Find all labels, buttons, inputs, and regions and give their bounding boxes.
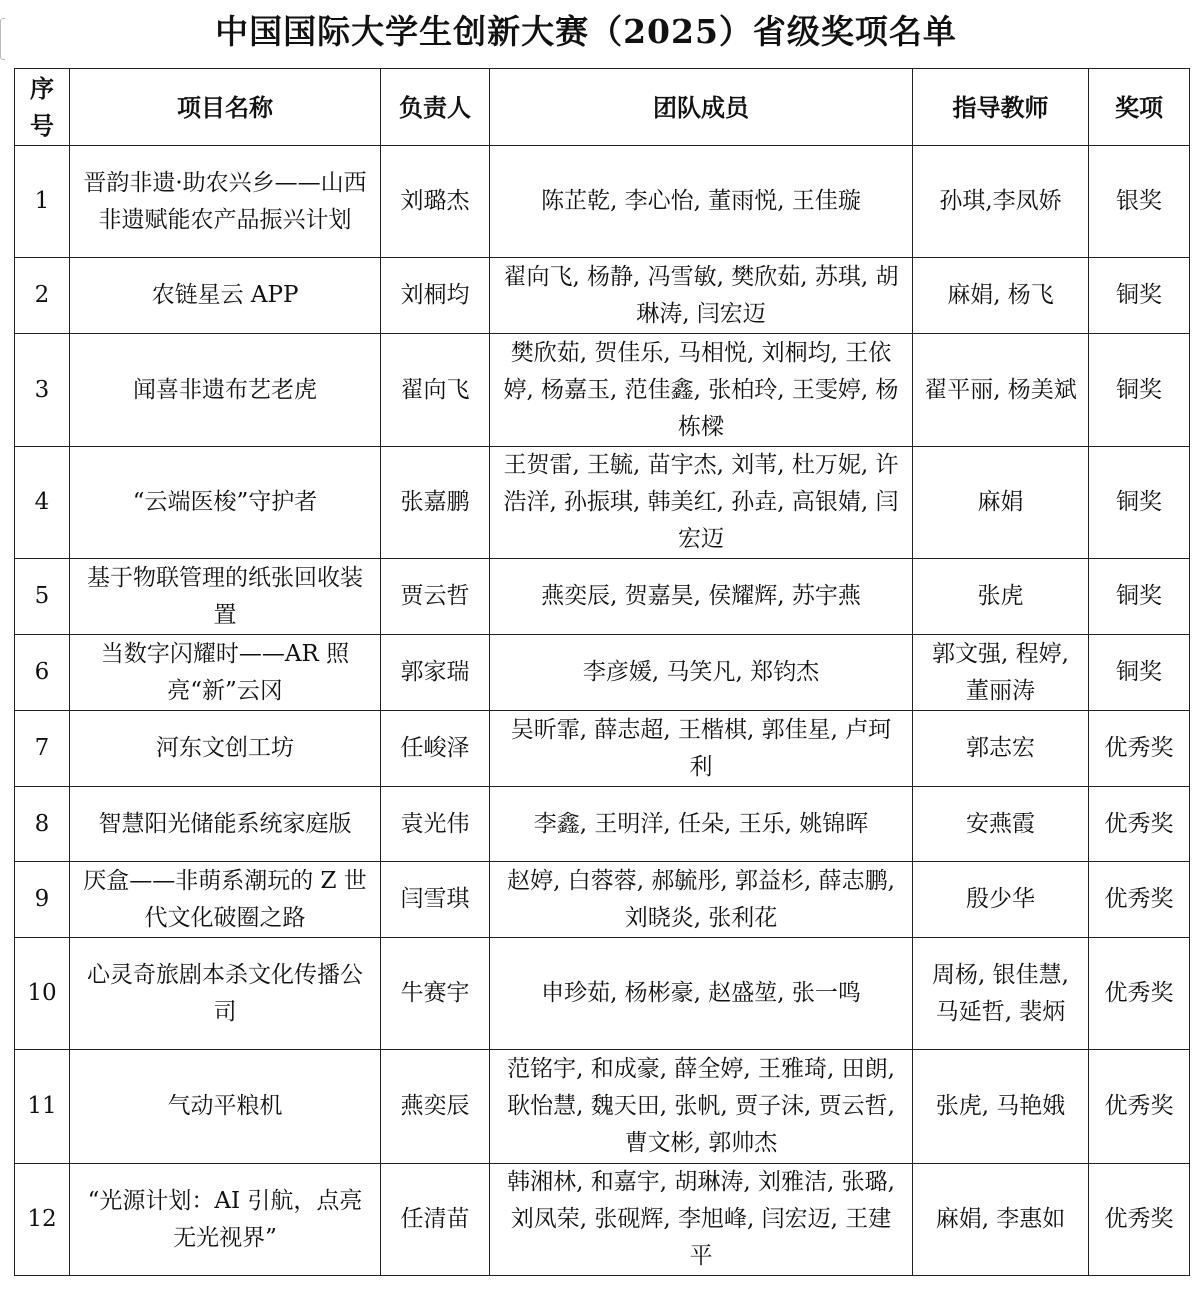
cell-leader: 贾云哲 (381, 559, 490, 635)
cell-award: 优秀奖 (1089, 1050, 1190, 1164)
cell-index: 1 (15, 146, 70, 258)
cell-members: 申珍茹, 杨彬豪, 赵盛堃, 张一鸣 (490, 938, 913, 1050)
cell-award: 优秀奖 (1089, 862, 1190, 938)
header-advisors: 指导教师 (913, 69, 1089, 146)
cell-members: 韩湘林, 和嘉宇, 胡琳涛, 刘雅洁, 张璐, 刘凤荣, 张砚辉, 李旭峰, 闫宏迈, 王建平 (490, 1164, 913, 1276)
cell-index: 8 (15, 787, 70, 862)
table-row (15, 258, 1190, 334)
cell-award: 银奖 (1089, 146, 1190, 258)
cell-advisors: 郭志宏 (913, 711, 1089, 787)
table-row (15, 711, 1190, 787)
cell-advisors: 麻娟, 杨飞 (913, 258, 1089, 334)
cell-project: 智慧阳光储能系统家庭版 (70, 787, 381, 862)
cell-advisors: 张虎 (913, 559, 1089, 635)
cell-award: 优秀奖 (1089, 711, 1190, 787)
cell-project: 当数字闪耀时——AR 照亮“新”云冈 (70, 635, 381, 711)
cell-members: 王贺雷, 王毓, 苗宇杰, 刘苇, 杜万妮, 许浩洋, 孙振琪, 韩美红, 孙垚, 高银婧, 闫宏迈 (490, 447, 913, 559)
cell-advisors: 张虎, 马艳娥 (913, 1050, 1089, 1164)
cell-project: 农链星云 APP (70, 258, 381, 334)
cell-award: 铜奖 (1089, 258, 1190, 334)
table-row (15, 146, 1190, 258)
cell-index: 11 (15, 1050, 70, 1164)
cell-advisors: 周杨, 银佳慧, 马延哲, 裴炳 (913, 938, 1089, 1050)
cell-award: 铜奖 (1089, 447, 1190, 559)
cell-advisors: 郭文强, 程婷, 董丽涛 (913, 635, 1089, 711)
table-row (15, 862, 1190, 938)
cell-index: 7 (15, 711, 70, 787)
header-award: 奖项 (1089, 69, 1190, 146)
table-row (15, 635, 1190, 711)
cell-project: “光源计划：AI 引航，点亮无光视界” (70, 1164, 381, 1276)
cell-members: 李彦媛, 马笑凡, 郑钧杰 (490, 635, 913, 711)
table-row (15, 938, 1190, 1050)
cell-leader: 任清苗 (381, 1164, 490, 1276)
table-row (15, 334, 1190, 447)
cell-project: 河东文创工坊 (70, 711, 381, 787)
cell-project: 心灵奇旅剧本杀文化传播公司 (70, 938, 381, 1050)
cell-members: 吴昕霏, 薛志超, 王楷棋, 郭佳星, 卢珂利 (490, 711, 913, 787)
header-index: 序号 (15, 69, 70, 146)
cell-members: 燕奕辰, 贺嘉昊, 侯耀辉, 苏宇燕 (490, 559, 913, 635)
cell-project: 闻喜非遗布艺老虎 (70, 334, 381, 447)
header-project: 项目名称 (70, 69, 381, 146)
cell-members: 范铭宇, 和成豪, 薛全婷, 王雅琦, 田朗, 耿怡慧, 魏天田, 张帆, 贾子沫, 贾云哲, 曹文彬, 郭帅杰 (490, 1050, 913, 1164)
cell-members: 赵婷, 白蓉蓉, 郝毓彤, 郭益杉, 薛志鹏, 刘晓炎, 张利花 (490, 862, 913, 938)
cell-members: 李鑫, 王明洋, 任朵, 王乐, 姚锦晖 (490, 787, 913, 862)
cell-leader: 牛赛宇 (381, 938, 490, 1050)
award-table (14, 68, 1190, 1276)
cell-index: 2 (15, 258, 70, 334)
table-row (15, 787, 1190, 862)
cell-leader: 刘璐杰 (381, 146, 490, 258)
cell-project: 基于物联管理的纸张回收装置 (70, 559, 381, 635)
cell-leader: 刘桐均 (381, 258, 490, 334)
page-title: 中国国际大学生创新大赛（2025）省级奖项名单 (215, 12, 957, 51)
cell-leader: 燕奕辰 (381, 1050, 490, 1164)
cell-project: 厌盒——非萌系潮玩的 Z 世代文化破圈之路 (70, 862, 381, 938)
header-members: 团队成员 (490, 69, 913, 146)
cell-award: 铜奖 (1089, 559, 1190, 635)
cell-index: 3 (15, 334, 70, 447)
cell-index: 12 (15, 1164, 70, 1276)
table-row (15, 1050, 1190, 1164)
cell-members: 樊欣茹, 贺佳乐, 马相悦, 刘桐均, 王依婷, 杨嘉玉, 范佳鑫, 张柏玲, 王雯婷, 杨栋樑 (490, 334, 913, 447)
cell-index: 4 (15, 447, 70, 559)
table-row (15, 447, 1190, 559)
cell-leader: 翟向飞 (381, 334, 490, 447)
cell-award: 优秀奖 (1089, 938, 1190, 1050)
cell-leader: 袁光伟 (381, 787, 490, 862)
table-row (15, 1164, 1190, 1276)
cell-index: 5 (15, 559, 70, 635)
cell-award: 铜奖 (1089, 635, 1190, 711)
cell-members: 陈芷乾, 李心怡, 董雨悦, 王佳璇 (490, 146, 913, 258)
header-leader: 负责人 (381, 69, 490, 146)
cell-award: 铜奖 (1089, 334, 1190, 447)
cell-index: 10 (15, 938, 70, 1050)
cell-index: 6 (15, 635, 70, 711)
cell-advisors: 殷少华 (913, 862, 1089, 938)
cell-leader: 任峻泽 (381, 711, 490, 787)
cell-advisors: 孙琪,李凤娇 (913, 146, 1089, 258)
cell-advisors: 安燕霞 (913, 787, 1089, 862)
cell-project: 晋韵非遗·助农兴乡——山西非遗赋能农产品振兴计划 (70, 146, 381, 258)
cell-leader: 张嘉鹏 (381, 447, 490, 559)
table-header-row (15, 69, 1190, 146)
cell-advisors: 麻娟 (913, 447, 1089, 559)
cell-members: 翟向飞, 杨静, 冯雪敏, 樊欣茹, 苏琪, 胡琳涛, 闫宏迈 (490, 258, 913, 334)
cell-award: 优秀奖 (1089, 787, 1190, 862)
cell-leader: 闫雪琪 (381, 862, 490, 938)
cell-project: 气动平粮机 (70, 1050, 381, 1164)
cell-leader: 郭家瑞 (381, 635, 490, 711)
cell-award: 优秀奖 (1089, 1164, 1190, 1276)
cell-project: “云端医梭”守护者 (70, 447, 381, 559)
table-row (15, 559, 1190, 635)
cell-advisors: 翟平丽, 杨美斌 (913, 334, 1089, 447)
cell-index: 9 (15, 862, 70, 938)
cell-advisors: 麻娟, 李惠如 (913, 1164, 1089, 1276)
